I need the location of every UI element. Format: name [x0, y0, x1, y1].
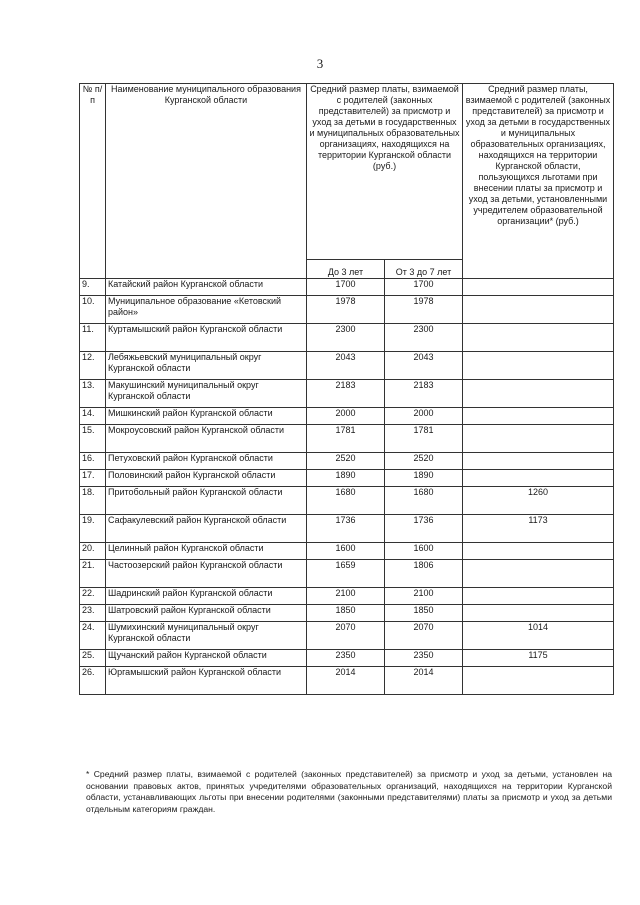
- row-name: Частоозерский район Курганской области: [106, 560, 307, 588]
- row-num: 14.: [80, 408, 106, 425]
- row-from3to7: 2000: [385, 408, 463, 425]
- row-num: 21.: [80, 560, 106, 588]
- row-from3to7: 2350: [385, 650, 463, 667]
- row-under3: 1736: [307, 515, 385, 543]
- table-row: [80, 667, 614, 695]
- row-privileged: [463, 408, 614, 425]
- row-name: Притобольный район Курганской области: [106, 487, 307, 515]
- row-privileged: 1014: [463, 622, 614, 650]
- row-name: Шумихинский муниципальный округ Курганской области: [106, 622, 307, 650]
- header-name: Наименование муниципального образования Курганской области: [106, 84, 307, 279]
- row-name: Целинный район Курганской области: [106, 543, 307, 560]
- row-under3: 1680: [307, 487, 385, 515]
- row-from3to7: 1781: [385, 425, 463, 453]
- row-name: Петуховский район Курганской области: [106, 453, 307, 470]
- row-from3to7: 2520: [385, 453, 463, 470]
- row-under3: 2070: [307, 622, 385, 650]
- table-row: [80, 588, 614, 605]
- table-row: [80, 425, 614, 453]
- row-privileged: [463, 667, 614, 695]
- row-from3to7: 2100: [385, 588, 463, 605]
- row-name: Муниципальное образование «Кетовский район»: [106, 296, 307, 324]
- row-name: Щучанский район Курганской области: [106, 650, 307, 667]
- row-privileged: [463, 605, 614, 622]
- table-row: [80, 324, 614, 352]
- row-from3to7: 1600: [385, 543, 463, 560]
- row-from3to7: 1978: [385, 296, 463, 324]
- row-num: 15.: [80, 425, 106, 453]
- row-name: Лебяжьевский муниципальный округ Курганской области: [106, 352, 307, 380]
- row-from3to7: 2043: [385, 352, 463, 380]
- row-name: Юргамышский район Курганской области: [106, 667, 307, 695]
- row-name: Шадринский район Курганской области: [106, 588, 307, 605]
- row-privileged: [463, 425, 614, 453]
- row-num: 12.: [80, 352, 106, 380]
- table-row: [80, 380, 614, 408]
- header-privileged: Средний размер платы, взимаемой с родителей (законных представителей) за присмотр и уход за детьми в государственных и муниципальных образовательных организациях, находящихся на территории Курганской области, пользующихся льготами при внесении платы за присмотр и уход за детьми, установленными учредителем образовательной организации* (руб.): [463, 84, 614, 279]
- row-under3: 2100: [307, 588, 385, 605]
- row-from3to7: 2183: [385, 380, 463, 408]
- row-from3to7: 1890: [385, 470, 463, 487]
- row-name: Куртамышский район Курганской области: [106, 324, 307, 352]
- row-name: Мишкинский район Курганской области: [106, 408, 307, 425]
- header-from3to7: От 3 до 7 лет: [385, 260, 463, 279]
- header-avg: Средний размер платы, взимаемой с родителей (законных представителей) за присмотр и уход за детьми в государственных и муниципальных образовательных организациях, находящихся на территории Курганской области (руб.): [307, 84, 463, 260]
- row-from3to7: 2070: [385, 622, 463, 650]
- row-under3: 2014: [307, 667, 385, 695]
- row-privileged: [463, 279, 614, 296]
- row-name: Катайский район Курганской области: [106, 279, 307, 296]
- row-num: 19.: [80, 515, 106, 543]
- table-row: [80, 279, 614, 296]
- table-row: [80, 408, 614, 425]
- row-num: 10.: [80, 296, 106, 324]
- row-from3to7: 1680: [385, 487, 463, 515]
- row-num: 20.: [80, 543, 106, 560]
- row-under3: 1700: [307, 279, 385, 296]
- header-num: № п/п: [80, 84, 106, 279]
- row-privileged: [463, 380, 614, 408]
- row-num: 24.: [80, 622, 106, 650]
- row-num: 26.: [80, 667, 106, 695]
- row-from3to7: 1850: [385, 605, 463, 622]
- table-row: [80, 605, 614, 622]
- row-num: 25.: [80, 650, 106, 667]
- row-under3: 2300: [307, 324, 385, 352]
- row-privileged: [463, 453, 614, 470]
- row-under3: 2043: [307, 352, 385, 380]
- row-under3: 1850: [307, 605, 385, 622]
- row-num: 16.: [80, 453, 106, 470]
- row-name: Половинский район Курганской области: [106, 470, 307, 487]
- row-from3to7: 2300: [385, 324, 463, 352]
- table-row: [80, 453, 614, 470]
- row-under3: 2183: [307, 380, 385, 408]
- row-from3to7: 1806: [385, 560, 463, 588]
- row-under3: 1978: [307, 296, 385, 324]
- row-privileged: [463, 470, 614, 487]
- row-privileged: [463, 560, 614, 588]
- row-privileged: [463, 296, 614, 324]
- page-number: 3: [316, 56, 324, 71]
- header-under3: До 3 лет: [307, 260, 385, 279]
- row-under3: 1659: [307, 560, 385, 588]
- table-row: [80, 487, 614, 515]
- fees-table: [79, 83, 614, 695]
- row-name: Шатровский район Курганской области: [106, 605, 307, 622]
- row-num: 18.: [80, 487, 106, 515]
- row-under3: 1781: [307, 425, 385, 453]
- row-under3: 2520: [307, 453, 385, 470]
- row-from3to7: 2014: [385, 667, 463, 695]
- row-from3to7: 1700: [385, 279, 463, 296]
- row-privileged: 1175: [463, 650, 614, 667]
- row-under3: 1890: [307, 470, 385, 487]
- row-under3: 1600: [307, 543, 385, 560]
- row-privileged: [463, 543, 614, 560]
- row-privileged: [463, 588, 614, 605]
- row-from3to7: 1736: [385, 515, 463, 543]
- row-num: 9.: [80, 279, 106, 296]
- table-row: [80, 543, 614, 560]
- row-num: 23.: [80, 605, 106, 622]
- row-num: 11.: [80, 324, 106, 352]
- row-name: Макушинский муниципальный округ Курганской области: [106, 380, 307, 408]
- table-row: [80, 650, 614, 667]
- row-privileged: 1173: [463, 515, 614, 543]
- row-under3: 2000: [307, 408, 385, 425]
- row-name: Мокроусовский район Курганской области: [106, 425, 307, 453]
- row-name: Сафакулевский район Курганской области: [106, 515, 307, 543]
- table-row: [80, 560, 614, 588]
- table-row: [80, 515, 614, 543]
- row-privileged: 1260: [463, 487, 614, 515]
- row-num: 17.: [80, 470, 106, 487]
- table-row: [80, 296, 614, 324]
- row-num: 13.: [80, 380, 106, 408]
- footnote: * Средний размер платы, взимаемой с родителей (законных представителей) за присмотр и уход за детьми, установлен на основании правовых актов, принятых учредителями образовательных организаций, находящихся на территории Курганской области, устанавливающих льготы при внесении родителями (законными представителями) платы за присмотр и уход за детьми отдельным категориям граждан.: [86, 769, 612, 814]
- row-privileged: [463, 324, 614, 352]
- table-row: [80, 622, 614, 650]
- row-num: 22.: [80, 588, 106, 605]
- table-row: [80, 352, 614, 380]
- table-row: [80, 470, 614, 487]
- row-privileged: [463, 352, 614, 380]
- row-under3: 2350: [307, 650, 385, 667]
